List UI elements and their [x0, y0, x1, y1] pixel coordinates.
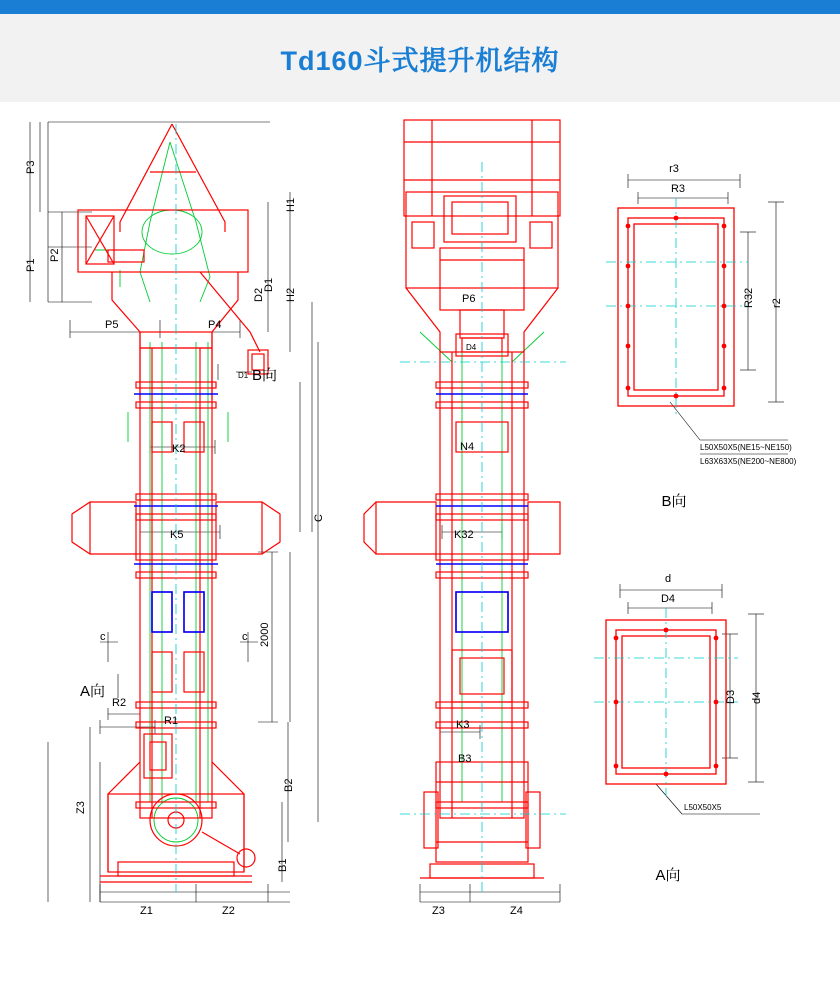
label-r2: R2	[112, 697, 127, 709]
label-D4: D4	[660, 593, 676, 605]
label-r2-detail: r2	[771, 298, 783, 308]
technical-drawing	[0, 102, 840, 983]
label-z3-side: Z3	[432, 905, 445, 917]
label-p1: P1	[25, 258, 37, 272]
title-band	[0, 14, 840, 102]
label-b1: B1	[277, 858, 289, 872]
label-2000: 2000	[259, 622, 271, 647]
label-k5: K5	[170, 529, 184, 541]
label-detail-a-caption: A向	[655, 867, 681, 884]
side-view	[364, 120, 566, 917]
label-k32: K32	[454, 529, 474, 541]
label-R32: R32	[743, 287, 755, 308]
label-b3: B3	[458, 753, 472, 765]
label-b2: B2	[283, 778, 295, 792]
label-D3: D3	[725, 689, 737, 704]
label-p3: P3	[25, 160, 37, 174]
label-z2: Z2	[222, 905, 235, 917]
label-d4: d4	[751, 691, 763, 704]
label-p5: P5	[105, 319, 119, 331]
label-d2: D2	[253, 287, 265, 302]
label-p2: P2	[49, 248, 61, 262]
label-k2: K2	[172, 443, 186, 455]
label-angle-spec-3: L50X50X5	[684, 803, 722, 812]
label-c: C	[313, 514, 325, 522]
label-angle-spec-1: L50X50X5(NE15~NE150)	[700, 443, 792, 452]
label-section-c-left: c	[100, 631, 106, 643]
detail-a	[594, 573, 764, 884]
detail-b	[606, 163, 797, 510]
label-h1: H1	[285, 197, 297, 212]
front-view	[25, 122, 325, 917]
label-view-a-arrow: A向	[80, 683, 106, 700]
label-r3-lower: r3	[669, 163, 679, 175]
label-view-b-arrow: B向	[252, 367, 278, 384]
label-d1b: D1	[238, 371, 249, 380]
label-k3: K3	[456, 719, 470, 731]
label-section-c-right: c	[242, 631, 248, 643]
label-d4-side: D4	[466, 343, 477, 352]
label-z4: Z4	[510, 905, 523, 917]
label-d-small: d	[664, 573, 672, 585]
label-p4: P4	[208, 319, 222, 331]
label-angle-spec-2: L63X63X5(NE200~NE800)	[700, 457, 797, 466]
label-n4: N4	[460, 441, 475, 453]
page-title: Td160斗式提升机结构	[280, 45, 560, 76]
label-r1: R1	[164, 715, 179, 727]
label-detail-b-caption: B向	[661, 493, 687, 510]
top-accent-bar	[0, 0, 840, 14]
label-d1: D1	[263, 277, 275, 292]
label-z3: Z3	[75, 801, 87, 814]
label-p6: P6	[462, 293, 476, 305]
label-h2: H2	[285, 287, 297, 302]
label-R3: R3	[670, 183, 686, 195]
label-z1: Z1	[140, 905, 153, 917]
